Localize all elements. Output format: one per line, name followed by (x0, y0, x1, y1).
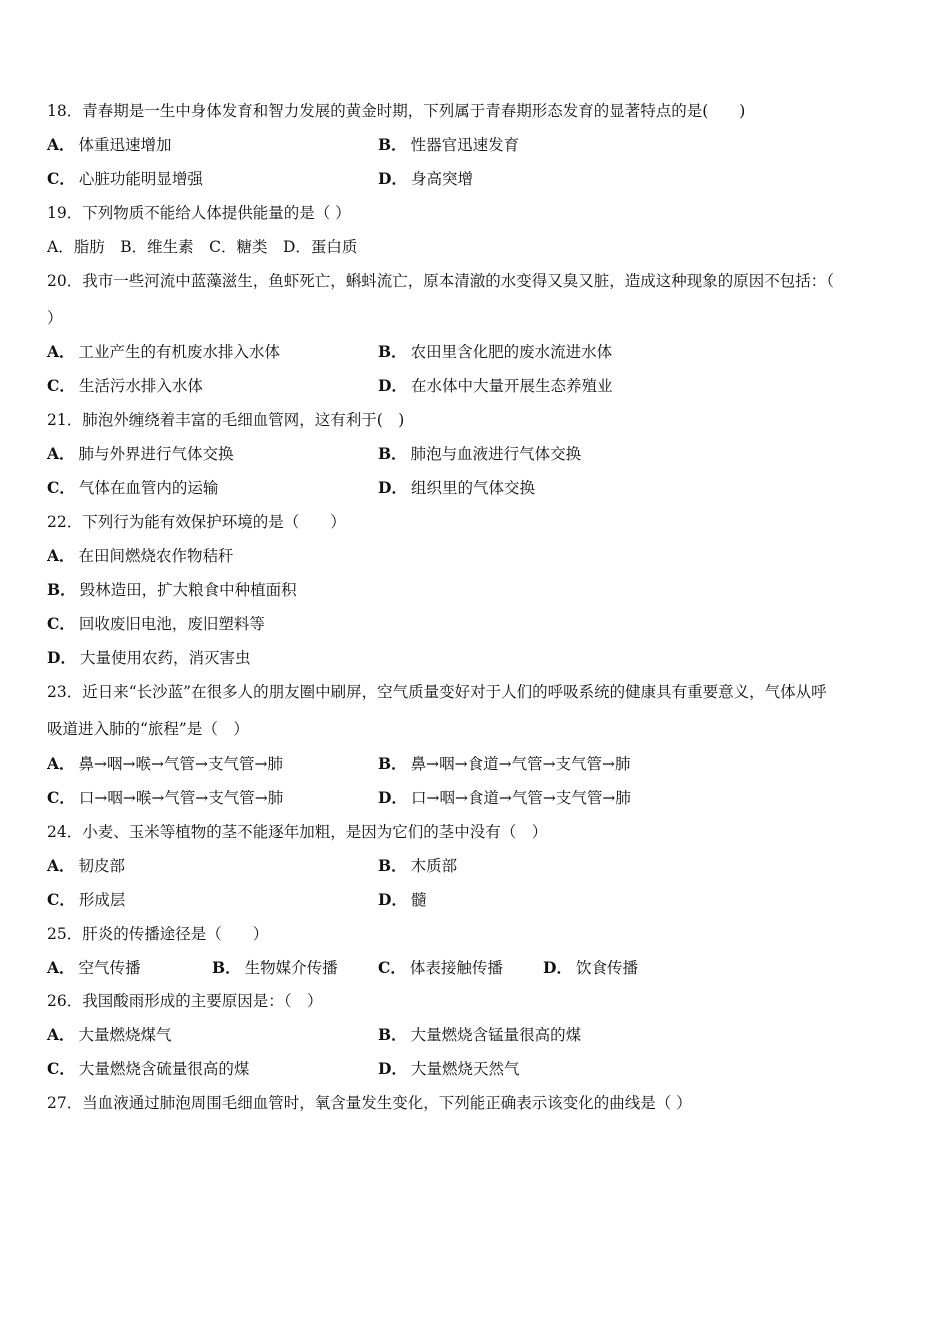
q23-options-row-1 (47, 753, 910, 775)
q25-option-c (378, 957, 503, 979)
q20-stem-line-2 (47, 307, 910, 329)
q20-stem-2-text: ） (47, 309, 63, 327)
q23-d-text-text: 口→咽→食道→气管→支气管→肺 (410, 789, 631, 807)
q25-stem (47, 923, 910, 945)
q18-a-label-text: A． (47, 135, 75, 154)
q18-a-text-text: 体重迅速增加 (78, 136, 172, 154)
q18-option-b (378, 134, 519, 156)
q18-options-row-1 (47, 134, 910, 156)
q20-stem-line-1 (47, 270, 910, 292)
q21-option-a (47, 443, 234, 465)
q24-option-c (47, 889, 125, 911)
q20-c-label-text: C． (47, 376, 75, 395)
q23-b-label-text: B． (378, 754, 407, 773)
q23-option-c (47, 787, 283, 809)
q20-stem-1-text: 20．我市一些河流中蓝藻滋生，鱼虾死亡，蝌蚪流亡，原本清澈的水变得又臭又脏，造成这种现象的原因不包括：（ (47, 272, 834, 290)
q18-d-text-text: 身高突增 (410, 170, 473, 188)
q24-a-label-text: A． (47, 856, 75, 875)
q23-option-a (47, 753, 283, 775)
q23-a-label-text: A． (47, 754, 75, 773)
q21-b-label-text: B． (378, 444, 407, 463)
q21-options-row-1 (47, 443, 910, 465)
q24-stem-text: 24．小麦、玉米等植物的茎不能逐年加粗，是因为它们的茎中没有（ ） (47, 823, 548, 841)
q21-c-text-text: 气体在血管内的运输 (78, 479, 219, 497)
q21-d-text-text: 组织里的气体交换 (410, 479, 535, 497)
q26-c-label-text: C． (47, 1059, 75, 1078)
q20-a-text-text: 工业产生的有机废水排入水体 (78, 343, 281, 361)
q26-option-d (378, 1058, 519, 1080)
q20-options-row-2 (47, 375, 910, 397)
q18-b-text-text: 性器官迅速发育 (410, 136, 520, 154)
q24-option-b (378, 855, 457, 877)
q20-d-text-text: 在水体中大量开展生态养殖业 (410, 377, 613, 395)
q20-d-label-text: D． (378, 376, 407, 395)
q22-d-label-text: D． (47, 648, 76, 667)
q23-option-d (378, 787, 631, 809)
q25-a-text-text: 空气传播 (78, 959, 141, 977)
q21-a-text-text: 肺与外界进行气体交换 (78, 445, 234, 463)
q18-c-label-text: C． (47, 169, 75, 188)
q21-option-c (47, 477, 218, 499)
q22-c-text-text: 回收废旧电池，废旧塑料等 (78, 615, 265, 633)
q26-d-label-text: D． (378, 1059, 407, 1078)
q18-options-row-2 (47, 168, 910, 190)
q24-stem (47, 821, 910, 843)
q26-c-text-text: 大量燃烧含硫量很高的煤 (78, 1060, 250, 1078)
q20-b-text-text: 农田里含化肥的废水流进水体 (410, 343, 613, 361)
q25-c-text-text: 体表接触传播 (409, 959, 503, 977)
q23-d-label-text: D． (378, 788, 407, 807)
q27-stem-text: 27．当血液通过肺泡周围毛细血管时，氧含量发生变化，下列能正确表示该变化的曲线是（ ） (47, 1094, 692, 1112)
q19-options (47, 236, 910, 258)
q21-a-label-text: A． (47, 444, 75, 463)
q25-b-text-text: 生物媒介传播 (244, 959, 338, 977)
q22-stem-text: 22．下列行为能有效保护环境的是（ ） (47, 513, 346, 531)
q22-option-d (47, 647, 910, 669)
q24-a-text-text: 韧皮部 (78, 857, 126, 875)
q25-option-b (212, 957, 338, 979)
q26-options-row-1 (47, 1024, 910, 1046)
q18-stem (47, 100, 910, 122)
q24-c-label-text: C． (47, 890, 75, 909)
q26-options-row-2 (47, 1058, 910, 1080)
q21-stem-text: 21．肺泡外缠绕着丰富的毛细血管网，这有利于( ) (47, 411, 405, 429)
q24-d-label-text: D． (378, 890, 407, 909)
q26-stem-text: 26．我国酸雨形成的主要原因是：（ ） (47, 992, 323, 1010)
q20-a-label-text: A． (47, 342, 75, 361)
q26-b-label-text: B． (378, 1025, 407, 1044)
q24-option-a (47, 855, 125, 877)
q23-stem-line-1 (47, 681, 910, 703)
q26-stem (47, 990, 910, 1012)
q25-d-label-text: D． (543, 958, 572, 977)
q20-option-b (378, 341, 612, 363)
q24-b-label-text: B． (378, 856, 407, 875)
q18-d-label-text: D． (378, 169, 407, 188)
q22-a-label-text: A． (47, 546, 75, 565)
q20-options-row-1 (47, 341, 910, 363)
q22-option-c (47, 613, 910, 635)
q23-options-row-2 (47, 787, 910, 809)
q21-stem (47, 409, 910, 431)
q23-stem-2-text: 吸道进入肺的“旅程”是（ ） (47, 720, 249, 738)
q21-d-label-text: D． (378, 478, 407, 497)
q21-option-b (378, 443, 581, 465)
q25-a-label-text: A． (47, 958, 75, 977)
q21-options-row-2 (47, 477, 910, 499)
q23-b-text-text: 鼻→咽→食道→气管→支气管→肺 (410, 755, 631, 773)
q26-b-text-text: 大量燃烧含锰量很高的煤 (410, 1026, 582, 1044)
q23-stem-line-2 (47, 718, 910, 740)
q26-option-c (47, 1058, 249, 1080)
q18-c-text-text: 心脏功能明显增强 (78, 170, 203, 188)
q22-option-b (47, 579, 910, 601)
q25-d-text-text: 饮食传播 (575, 959, 638, 977)
q21-c-label-text: C． (47, 478, 75, 497)
q20-option-d (378, 375, 612, 397)
q26-option-b (378, 1024, 581, 1046)
q20-option-c (47, 375, 203, 397)
q20-option-a (47, 341, 280, 363)
q19-stem-text: 19．下列物质不能给人体提供能量的是（ ） (47, 204, 351, 222)
q22-b-label-text: B． (47, 580, 76, 599)
q27-stem (47, 1092, 910, 1114)
q22-c-label-text: C． (47, 614, 75, 633)
q23-option-b (378, 753, 631, 775)
q24-options-row-1 (47, 855, 910, 877)
q22-stem (47, 511, 910, 533)
q24-options-row-2 (47, 889, 910, 911)
q21-b-text-text: 肺泡与血液进行气体交换 (410, 445, 582, 463)
q23-c-text-text: 口→咽→喉→气管→支气管→肺 (78, 789, 284, 807)
q26-a-text-text: 大量燃烧煤气 (78, 1026, 172, 1044)
q19-options-line-text: A．脂肪 B．维生素 C．糖类 D．蛋白质 (47, 238, 358, 256)
q18-option-c (47, 168, 203, 190)
q25-stem-text: 25．肝炎的传播途径是（ ） (47, 925, 269, 943)
q23-stem-1-text: 23．近日来“长沙蓝”在很多人的朋友圈中刷屏，空气质量变好对于人们的呼吸系统的健康具有重要意义，气体从呼 (47, 683, 827, 701)
q24-d-text-text: 髓 (410, 891, 427, 909)
q20-c-text-text: 生活污水排入水体 (78, 377, 203, 395)
q18-b-label-text: B． (378, 135, 407, 154)
q25-option-a (47, 957, 141, 979)
q25-c-label-text: C． (378, 958, 406, 977)
q24-option-d (378, 889, 426, 911)
q23-c-label-text: C． (47, 788, 75, 807)
q22-a-text-text: 在田间燃烧农作物秸秆 (78, 547, 234, 565)
q26-a-label-text: A． (47, 1025, 75, 1044)
q25-option-d (543, 957, 638, 979)
q18-option-d (378, 168, 473, 190)
q26-d-text-text: 大量燃烧天然气 (410, 1060, 520, 1078)
q19-stem (47, 202, 910, 224)
q22-option-a (47, 545, 910, 567)
q24-c-text-text: 形成层 (78, 891, 126, 909)
q24-b-text-text: 木质部 (410, 857, 458, 875)
q21-option-d (378, 477, 535, 499)
q23-a-text-text: 鼻→咽→喉→气管→支气管→肺 (78, 755, 283, 773)
q25-b-label-text: B． (212, 958, 241, 977)
q20-b-label-text: B． (378, 342, 407, 361)
q22-b-text-text: 毁林造田，扩大粮食中种植面积 (79, 581, 297, 599)
q26-option-a (47, 1024, 172, 1046)
q22-d-text-text: 大量使用农药，消灭害虫 (79, 649, 251, 667)
q18-stem-text: 18．青春期是一生中身体发育和智力发展的黄金时期，下列属于青春期形态发育的显著特点的是( ) (47, 102, 746, 120)
q25-options-row (47, 957, 910, 979)
q18-option-a (47, 134, 172, 156)
